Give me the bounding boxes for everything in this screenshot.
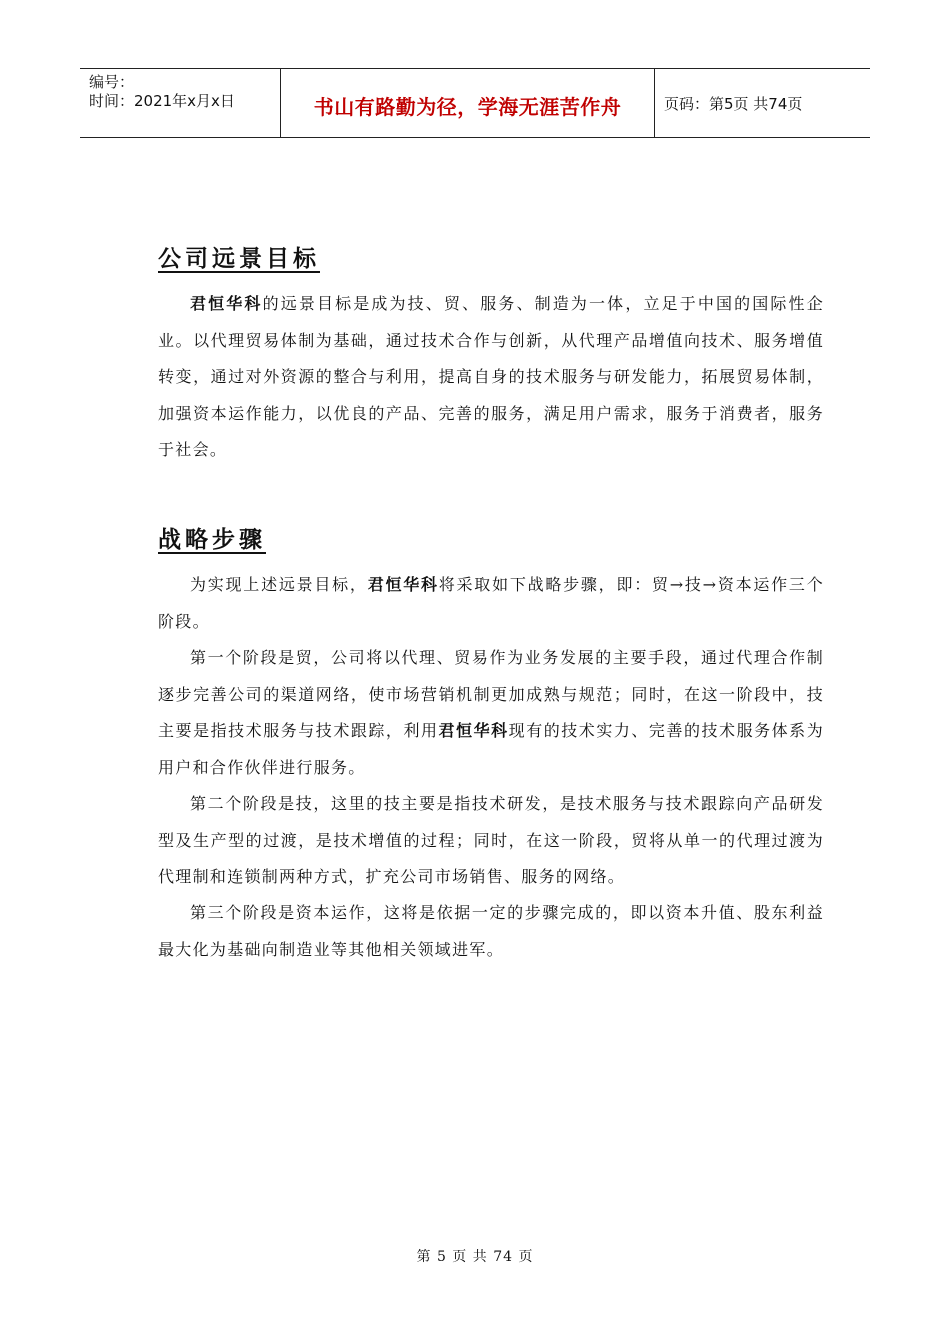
- vision-paragraph-text: 的远景目标是成为技、贸、服务、制造为一体，立足于中国的国际性企业。以代理贸易体制为基础，通过技术合作与创新，从代理产品增值向技术、服务增值转变，通过对外资源的整合与利用，提高自身的技术服务与研发能力，拓展贸易体制，加强资本运作能力，以优良的产品、完善的服务，满足用户需求，服务于消费者，服务于社会。: [158, 294, 824, 459]
- strategy-intro-pre: 为实现上述远景目标，: [190, 575, 368, 594]
- page-footer: 第 5 页 共 74 页: [416, 1249, 534, 1265]
- strategy-intro-paragraph: [158, 567, 824, 640]
- document-number-label: 编号：: [89, 73, 135, 91]
- header-info-cell: [80, 69, 280, 137]
- motto-text: 书山有路勤为径，学海无涯苦作舟: [313, 95, 622, 119]
- document-time-label: 时间：2021年x月x日: [89, 92, 235, 110]
- stage-one-pre: 第一个阶段是贸，公司将以代理、贸易作为业务发展的主要手段，通过代理合作制逐步完善公司的渠道网络，使市场营销机制更加成熟与规范；同时，在这一阶段中，技主要是指技术服务与技术跟踪，利用: [158, 648, 824, 740]
- section-heading-vision: 公司远景目标: [158, 245, 320, 272]
- header-table: [80, 68, 870, 138]
- section-heading-strategy: 战略步骤: [158, 526, 266, 553]
- stage-one-post: 现有的技术实力、完善的技术服务体系为用户和合作伙伴进行服务。: [158, 721, 824, 777]
- header-motto-cell: [280, 69, 655, 137]
- company-name: 君恒华科: [438, 721, 509, 740]
- vision-paragraph: [158, 286, 824, 469]
- strategy-intro-post: 将采取如下战略步骤，即：贸→技→资本运作三个阶段。: [158, 575, 824, 631]
- stage-three-paragraph: 第三个阶段是资本运作，这将是依据一定的步骤完成的，即以资本升值、股东利益最大化为基础向制造业等其他相关领域进军。: [158, 903, 824, 959]
- header-page-number: 页码：第5页 共74页: [664, 95, 803, 113]
- company-name: 君恒华科: [190, 294, 263, 313]
- company-name: 君恒华科: [367, 575, 439, 594]
- stage-two-paragraph: 第二个阶段是技，这里的技主要是指技术研发，是技术服务与技术跟踪向产品研发型及生产型的过渡，是技术增值的过程；同时，在这一阶段，贸将从单一的代理过渡为代理制和连锁制两种方式，扩充公司市场销售、服务的网络。: [158, 794, 824, 886]
- stage-one-paragraph: [158, 640, 824, 786]
- header-page-cell: [654, 69, 870, 137]
